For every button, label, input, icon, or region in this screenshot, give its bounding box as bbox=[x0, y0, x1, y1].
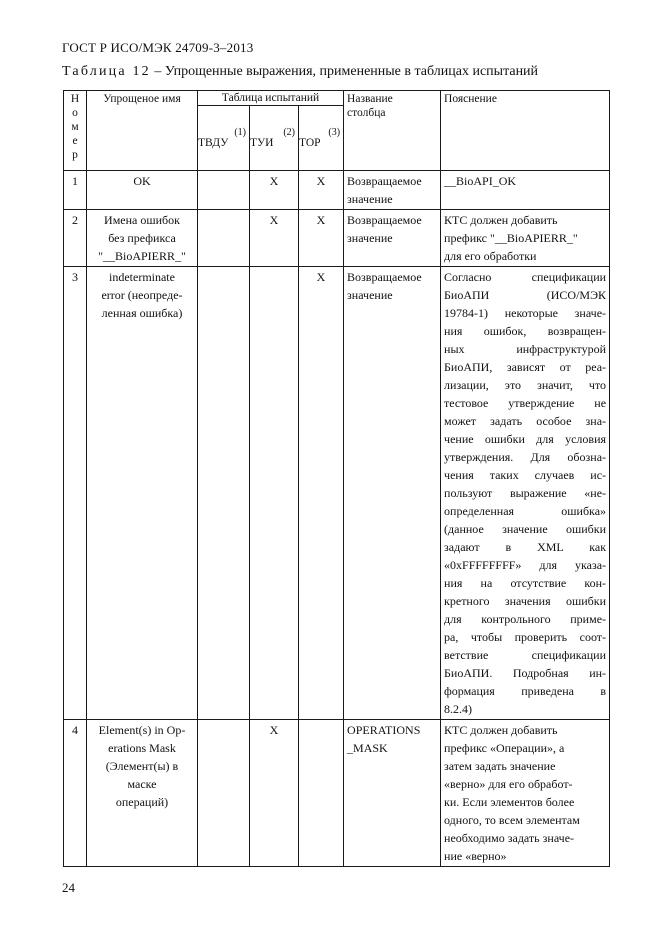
header-number-letter: е bbox=[72, 135, 78, 147]
row-tor-mark bbox=[299, 720, 344, 867]
header-explanation: Пояснение bbox=[441, 91, 610, 171]
row-name-line: OK bbox=[133, 174, 151, 188]
row-explanation-line: одного, то всем элементам bbox=[444, 813, 580, 827]
header-tui-note: (2) bbox=[283, 127, 295, 138]
header-number-letter: м bbox=[71, 121, 79, 133]
header-test-tables: Таблица испытаний bbox=[198, 91, 344, 106]
row-explanation bbox=[441, 720, 610, 867]
row-tui-mark: X bbox=[250, 210, 299, 267]
header-number-letter: Н bbox=[70, 93, 80, 105]
row-column-name bbox=[344, 267, 441, 720]
row-explanation-line: ных инфраструктурой bbox=[444, 342, 607, 356]
row-explanation-line: ра, чтобы проверить соот- bbox=[444, 630, 607, 644]
row-explanation-line: чения таких случаев ис- bbox=[444, 468, 607, 482]
row-tvdu-mark bbox=[198, 210, 250, 267]
row-explanation-line: задают в XML как bbox=[444, 540, 607, 554]
row-explanation-line: «верно» для его обработ- bbox=[444, 777, 573, 791]
row-explanation-line: для его обработки bbox=[444, 249, 537, 263]
row-explanation-line: ки. Если элементов более bbox=[444, 795, 575, 809]
row-explanation-line: ветствие спецификации bbox=[444, 648, 607, 662]
header-simplified-name: Упрощеное имя bbox=[87, 91, 198, 171]
caption-text: Упрощенные выражения, примененные в таблицах испытаний bbox=[164, 64, 539, 79]
row-tui-mark: X bbox=[250, 171, 299, 210]
row-simplified-name bbox=[87, 210, 198, 267]
header-column-name-line-2: столбца bbox=[347, 107, 386, 119]
row-explanation-line: утверждения. Для обозна- bbox=[444, 450, 607, 464]
row-name-line: операций) bbox=[115, 795, 169, 809]
row-tor-mark: X bbox=[299, 267, 344, 720]
row-tui-mark: X bbox=[250, 720, 299, 867]
document-id: ГОСТ Р ИСО/МЭК 24709-3–2013 bbox=[62, 40, 254, 55]
header-column-name bbox=[344, 91, 441, 171]
header-tvdu-label: ТВДУ bbox=[198, 137, 229, 149]
row-explanation-line: затем задать значение bbox=[444, 759, 556, 773]
header-tvdu-note: (1) bbox=[234, 127, 246, 138]
row-name-line: маске bbox=[127, 777, 157, 791]
header-row-top bbox=[64, 91, 610, 106]
row-explanation-line: 19784-1) некоторые значе- bbox=[444, 306, 607, 320]
row-explanation-line: ние «верно» bbox=[444, 849, 507, 863]
row-explanation bbox=[441, 267, 610, 720]
row-explanation-line: лизации, это значит, что bbox=[444, 378, 607, 392]
header-tvdu bbox=[198, 106, 250, 171]
caption-dash: – bbox=[150, 64, 165, 79]
row-explanation-line: тестовое утверждение не bbox=[444, 396, 607, 410]
row-tvdu-mark bbox=[198, 720, 250, 867]
row-explanation bbox=[441, 171, 610, 210]
row-column-name bbox=[344, 210, 441, 267]
row-tvdu-mark bbox=[198, 171, 250, 210]
row-explanation-line: необходимо задать значе- bbox=[444, 831, 575, 845]
row-explanation-line: 8.2.4) bbox=[444, 702, 473, 716]
row-name-line: Имена ошибок bbox=[104, 213, 180, 227]
row-tor-mark: X bbox=[299, 171, 344, 210]
row-tui-mark bbox=[250, 267, 299, 720]
row-number: 1 bbox=[64, 171, 87, 210]
row-explanation-line: БиоАПИ, зависят от реа- bbox=[444, 360, 607, 374]
simplified-expressions-table bbox=[63, 90, 610, 867]
row-explanation-line: определенная ошибка» bbox=[444, 504, 607, 518]
page-number: 24 bbox=[62, 880, 75, 895]
header-number-letter: о bbox=[72, 107, 78, 119]
row-tvdu-mark bbox=[198, 267, 250, 720]
row-explanation-line: префикс «Операции», а bbox=[444, 741, 565, 755]
row-name-line: (Элемент(ы) в bbox=[105, 759, 179, 773]
row-explanation-line: Согласно спецификации bbox=[444, 270, 607, 284]
row-column-line: Возвращаемое bbox=[347, 174, 422, 188]
row-explanation-line: КТС должен добавить bbox=[444, 723, 558, 737]
row-name-line: без префикса bbox=[108, 231, 176, 245]
row-explanation-line: формация приведена в bbox=[444, 684, 607, 698]
row-explanation-line: может задать особое зна- bbox=[444, 414, 607, 428]
row-simplified-name bbox=[87, 267, 198, 720]
row-number: 2 bbox=[64, 210, 87, 267]
row-column-name bbox=[344, 171, 441, 210]
row-explanation-line: __BioAPI_OK bbox=[444, 174, 517, 188]
row-explanation-line: префикс "__BioAPIERR_" bbox=[444, 231, 578, 245]
row-simplified-name bbox=[87, 720, 198, 867]
table-row bbox=[64, 267, 610, 720]
row-number: 3 bbox=[64, 267, 87, 720]
row-column-line: OPERATIONS bbox=[347, 723, 421, 737]
row-column-line: значение bbox=[347, 192, 393, 206]
row-explanation-line: кретного значения ошибки bbox=[444, 594, 607, 608]
row-explanation-line: ния ошибок, возвращен- bbox=[444, 324, 607, 338]
row-explanation-line: ния на отсутствие кон- bbox=[444, 576, 607, 590]
table-row bbox=[64, 210, 610, 267]
header-tor-note: (3) bbox=[328, 127, 341, 138]
row-explanation-line: КТС должен добавить bbox=[444, 213, 558, 227]
header-tui-label: ТУИ bbox=[250, 137, 274, 149]
header-tui bbox=[250, 106, 299, 171]
row-simplified-name bbox=[87, 171, 198, 210]
row-tor-mark: X bbox=[299, 210, 344, 267]
row-explanation bbox=[441, 210, 610, 267]
header-tor-label: ТОР bbox=[299, 137, 321, 149]
table-caption bbox=[62, 64, 538, 80]
row-explanation-line: БиоАПИ. Подробная ин- bbox=[444, 666, 607, 680]
table-row bbox=[64, 171, 610, 210]
row-explanation-line: для контрольного приме- bbox=[444, 612, 607, 626]
row-name-line: indeterminate bbox=[109, 270, 175, 284]
row-name-line: erations Mask bbox=[108, 741, 176, 755]
row-column-line: Возвращаемое bbox=[347, 213, 422, 227]
row-column-line: Возвращаемое bbox=[347, 270, 422, 284]
row-explanation-line: пользуют выражение «не- bbox=[444, 486, 607, 500]
row-name-line: "__BioAPIERR_" bbox=[98, 249, 186, 263]
row-column-line: значение bbox=[347, 288, 393, 302]
row-name-line: error (неопреде- bbox=[101, 288, 183, 302]
row-explanation-line: БиоАПИ (ИСО/МЭК bbox=[444, 288, 607, 302]
row-column-line: _MASK bbox=[347, 741, 388, 755]
header-tor bbox=[299, 106, 344, 171]
header-column-name-line-1: Название bbox=[347, 93, 393, 105]
row-explanation-line: «0xFFFFFFFF» для указа- bbox=[444, 558, 607, 572]
row-name-line: ленная ошибка) bbox=[101, 306, 183, 320]
row-number: 4 bbox=[64, 720, 87, 867]
header-number bbox=[64, 91, 87, 171]
caption-label: Таблица 12 bbox=[62, 64, 151, 79]
row-column-name bbox=[344, 720, 441, 867]
row-explanation-line: (данное значение ошибки bbox=[444, 522, 607, 536]
header-number-letter: р bbox=[72, 149, 78, 161]
row-column-line: значение bbox=[347, 231, 393, 245]
row-name-line: Element(s) in Op- bbox=[98, 723, 186, 737]
row-explanation-line: чение ошибки для условия bbox=[444, 432, 607, 446]
table-row bbox=[64, 720, 610, 867]
